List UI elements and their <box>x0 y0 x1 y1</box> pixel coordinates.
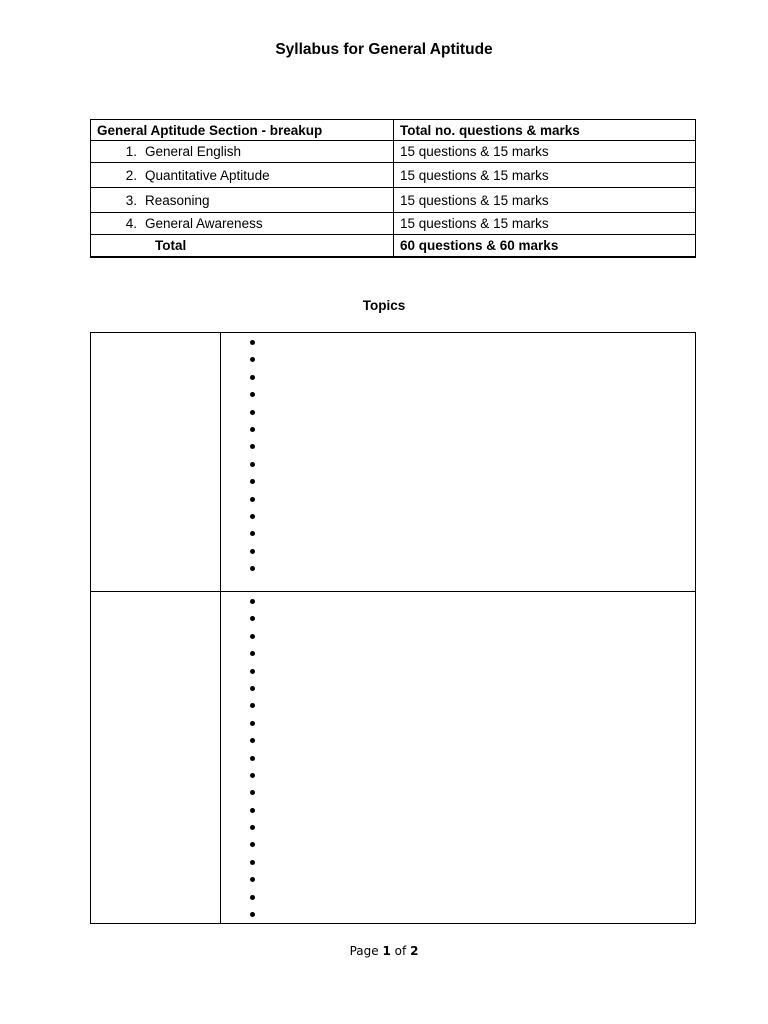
bullet-item <box>249 543 695 560</box>
bullet-item <box>249 715 695 732</box>
breakup-row <box>91 188 696 213</box>
topics-section-label <box>91 333 221 592</box>
of-word: of <box>394 944 407 958</box>
bullet-item <box>249 386 695 403</box>
bullet-item <box>249 767 695 784</box>
breakup-header-marks: Total no. questions & marks <box>394 120 696 141</box>
breakup-row <box>91 141 696 163</box>
bullet-item <box>249 819 695 836</box>
bullet-list <box>221 333 695 577</box>
bullet-item <box>249 871 695 888</box>
row-number: 1. <box>125 144 137 159</box>
bullet-item <box>249 369 695 386</box>
bullet-item <box>249 334 695 351</box>
total-pages: 2 <box>410 944 419 958</box>
row-number: 2. <box>125 167 137 183</box>
breakup-section-cell <box>91 213 394 235</box>
section-name: General Awareness <box>145 216 263 231</box>
topics-bullet-cell <box>221 592 696 924</box>
breakup-total-row <box>91 235 696 258</box>
section-name: General English <box>145 144 242 159</box>
bullet-item <box>249 473 695 490</box>
bullet-item <box>249 525 695 542</box>
section-name: Quantitative Aptitude <box>145 167 270 183</box>
breakup-marks-cell: 15 questions & 15 marks <box>394 188 696 213</box>
bullet-item <box>249 906 695 923</box>
bullet-item <box>249 732 695 749</box>
bullet-list <box>221 592 695 923</box>
bullet-item <box>249 421 695 438</box>
breakup-section-cell <box>91 188 394 213</box>
total-marks-cell: 60 questions & 60 marks <box>394 235 696 258</box>
bullet-item <box>249 836 695 853</box>
bullet-item <box>249 784 695 801</box>
topics-row <box>91 592 696 924</box>
breakup-marks-cell: 15 questions & 15 marks <box>394 163 696 188</box>
bullet-item <box>249 438 695 455</box>
bullet-item <box>249 508 695 525</box>
bullet-item <box>249 628 695 645</box>
bullet-item <box>249 456 695 473</box>
bullet-item <box>249 889 695 906</box>
breakup-header-row <box>91 120 696 141</box>
total-label: Total <box>155 238 187 253</box>
topics-table <box>90 332 696 924</box>
topics-heading: Topics <box>362 298 406 313</box>
page-footer <box>0 944 768 958</box>
bullet-item <box>249 560 695 577</box>
total-label-cell <box>91 235 394 258</box>
row-number: 3. <box>125 192 137 208</box>
bullet-item <box>249 697 695 714</box>
bullet-item <box>249 645 695 662</box>
breakup-row <box>91 163 696 188</box>
breakup-table <box>90 119 696 258</box>
bullet-item <box>249 802 695 819</box>
breakup-row <box>91 213 696 235</box>
bullet-item <box>249 663 695 680</box>
topics-section-label <box>91 592 221 924</box>
bullet-item <box>249 680 695 697</box>
bullet-item <box>249 404 695 421</box>
page-number: 1 <box>382 944 391 958</box>
topics-bullet-cell <box>221 333 696 592</box>
bullet-item <box>249 351 695 368</box>
breakup-marks-cell: 15 questions & 15 marks <box>394 141 696 163</box>
breakup-marks-cell: 15 questions & 15 marks <box>394 213 696 235</box>
section-name: Reasoning <box>145 192 210 208</box>
bullet-item <box>249 750 695 767</box>
document-title: Syllabus for General Aptitude <box>275 41 493 58</box>
topics-row <box>91 333 696 592</box>
bullet-item <box>249 593 695 610</box>
bullet-item <box>249 491 695 508</box>
bullet-item <box>249 610 695 627</box>
breakup-section-cell <box>91 141 394 163</box>
breakup-header-section: General Aptitude Section - breakup <box>91 120 394 141</box>
breakup-section-cell <box>91 163 394 188</box>
page-word: Page <box>349 944 379 958</box>
row-number: 4. <box>125 216 137 231</box>
bullet-item <box>249 854 695 871</box>
